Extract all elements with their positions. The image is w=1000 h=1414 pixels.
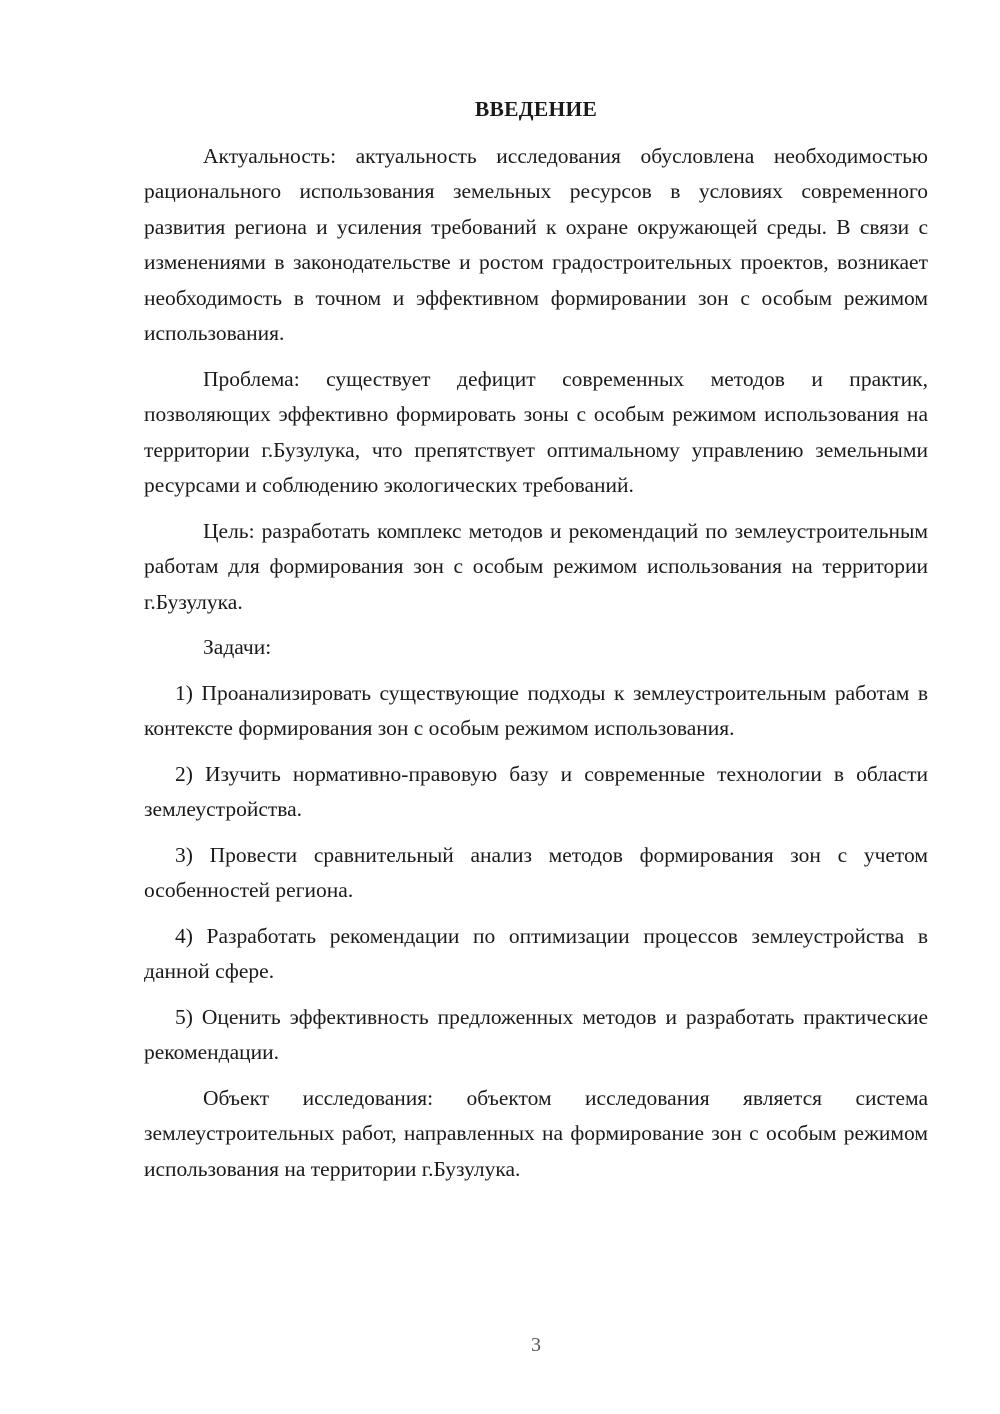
tasks-label: Задачи:: [203, 635, 272, 659]
list-item: 1) Проанализировать существующие подходы к землеустроительным работам в контексте формирования зон с особым режимом использования.: [144, 680, 928, 740]
page-number: 3: [531, 1334, 541, 1356]
paragraph-problem: Проблема: существует дефицит современных методов и практик, позволяющих эффективно формировать зоны с особым режимом использования на территории г.Бузулука, что препятствует оптимальному управлению земельными ресурсами и соблюдению экологических требований.: [144, 366, 928, 497]
page-title: ВВЕДЕНИЕ: [474, 97, 598, 121]
list-item: 3) Провести сравнительный анализ методов формирования зон с учетом особенностей региона.: [144, 842, 928, 902]
list-item: 4) Разработать рекомендации по оптимизации процессов землеустройства в данной сфере.: [144, 923, 928, 983]
document-page: [144, 92, 928, 1197]
list-item: 5) Оценить эффективность предложенных методов и разработать практические рекомендации.: [144, 1004, 928, 1064]
tasks-list: [144, 676, 928, 1071]
paragraph-object: Объект исследования: объектом исследования является система землеустроительных работ, направленных на формирование зон с особым режимом использования на территории г.Бузулука.: [144, 1085, 928, 1181]
list-item: 2) Изучить нормативно-правовую базу и современные технологии в области землеустройства.: [144, 761, 928, 821]
paragraph-relevance: Актуальность: актуальность исследования обусловлена необходимостью рационального использования земельных ресурсов в условиях современного развития региона и усиления требований к охране окружающей среды. В связи с изменениями в законодательстве и ростом градостроительных проектов, возникает необходимость в точном и эффективном формировании зон с особым режимом использования.: [144, 143, 928, 345]
paragraph-goal: Цель: разработать комплекс методов и рекомендаций по землеустроительным работам для формирования зон с особым режимом использования на территории г.Бузулука.: [144, 518, 928, 614]
